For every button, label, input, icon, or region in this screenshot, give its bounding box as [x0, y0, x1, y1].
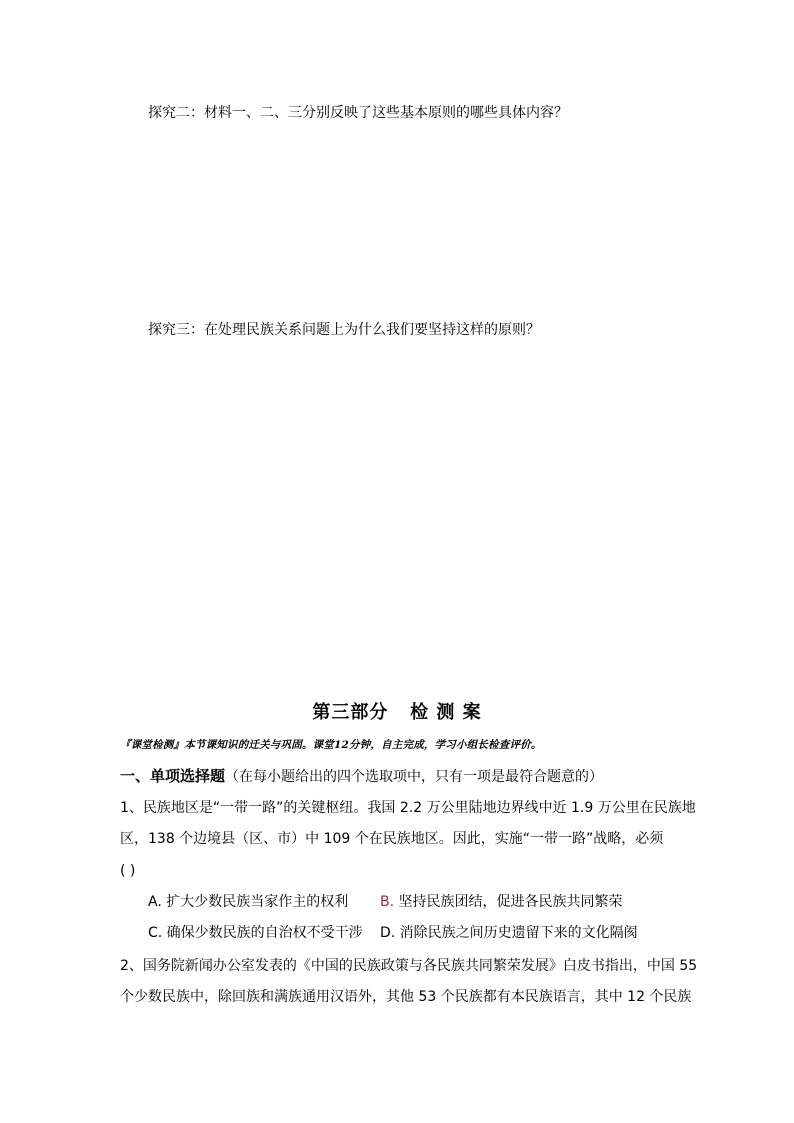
- option-b-text: 坚持民族团结，促进各民族共同繁荣: [394, 894, 623, 910]
- question-1-option-c: C. 确保少数民族的自治权不受干涉: [148, 925, 363, 941]
- option-b-key: B.: [380, 894, 395, 910]
- explore-question-3: 探究三：在处理民族关系问题上为什么我们要坚持这样的原则？: [148, 322, 540, 338]
- question-1-option-b: [380, 891, 623, 913]
- single-choice-instruction: （在每小题给出的四个选取项中，只有一项是最符合题意的）: [225, 769, 604, 785]
- single-choice-title: 一、单项选择题: [120, 767, 226, 785]
- question-1-line-2: 区，138 个边境县（区、市）中 109 个在民族地区。因此，实施“一带一路”战略，必须: [120, 831, 664, 847]
- question-2-line-2: 个少数民族中，除回族和满族通用汉语外，其他 53 个民族都有本民族语言，其中 12 个民族: [120, 989, 692, 1005]
- question-1-option-a: A. 扩大少数民族当家作主的权利: [148, 894, 349, 910]
- single-choice-heading: [120, 764, 603, 789]
- question-1-answer-blank: ( ): [120, 863, 136, 879]
- question-1-option-d: D. 消除民族之间历史遗留下来的文化隔阂: [380, 925, 638, 941]
- explore-question-2: 探究二：材料一、二、三分别反映了这些基本原则的哪些具体内容？: [148, 105, 568, 121]
- question-2-line-1: 2、国务院新闻办公室发表的《中国的民族政策与各民族共同繁荣发展》白皮书指出，中国 55: [120, 958, 698, 974]
- section-title: 第三部分 检 测 案: [312, 702, 482, 723]
- classroom-test-note: 『课堂检测』本节课知识的迁关与巩固。课堂12分钟，自主完成，学习小组长检查评价。: [120, 739, 542, 751]
- question-1-line-1: 1、民族地区是“一带一路”的关键枢纽。我国 2.2 万公里陆地边界线中近 1.9 万公里在民族地: [120, 800, 696, 816]
